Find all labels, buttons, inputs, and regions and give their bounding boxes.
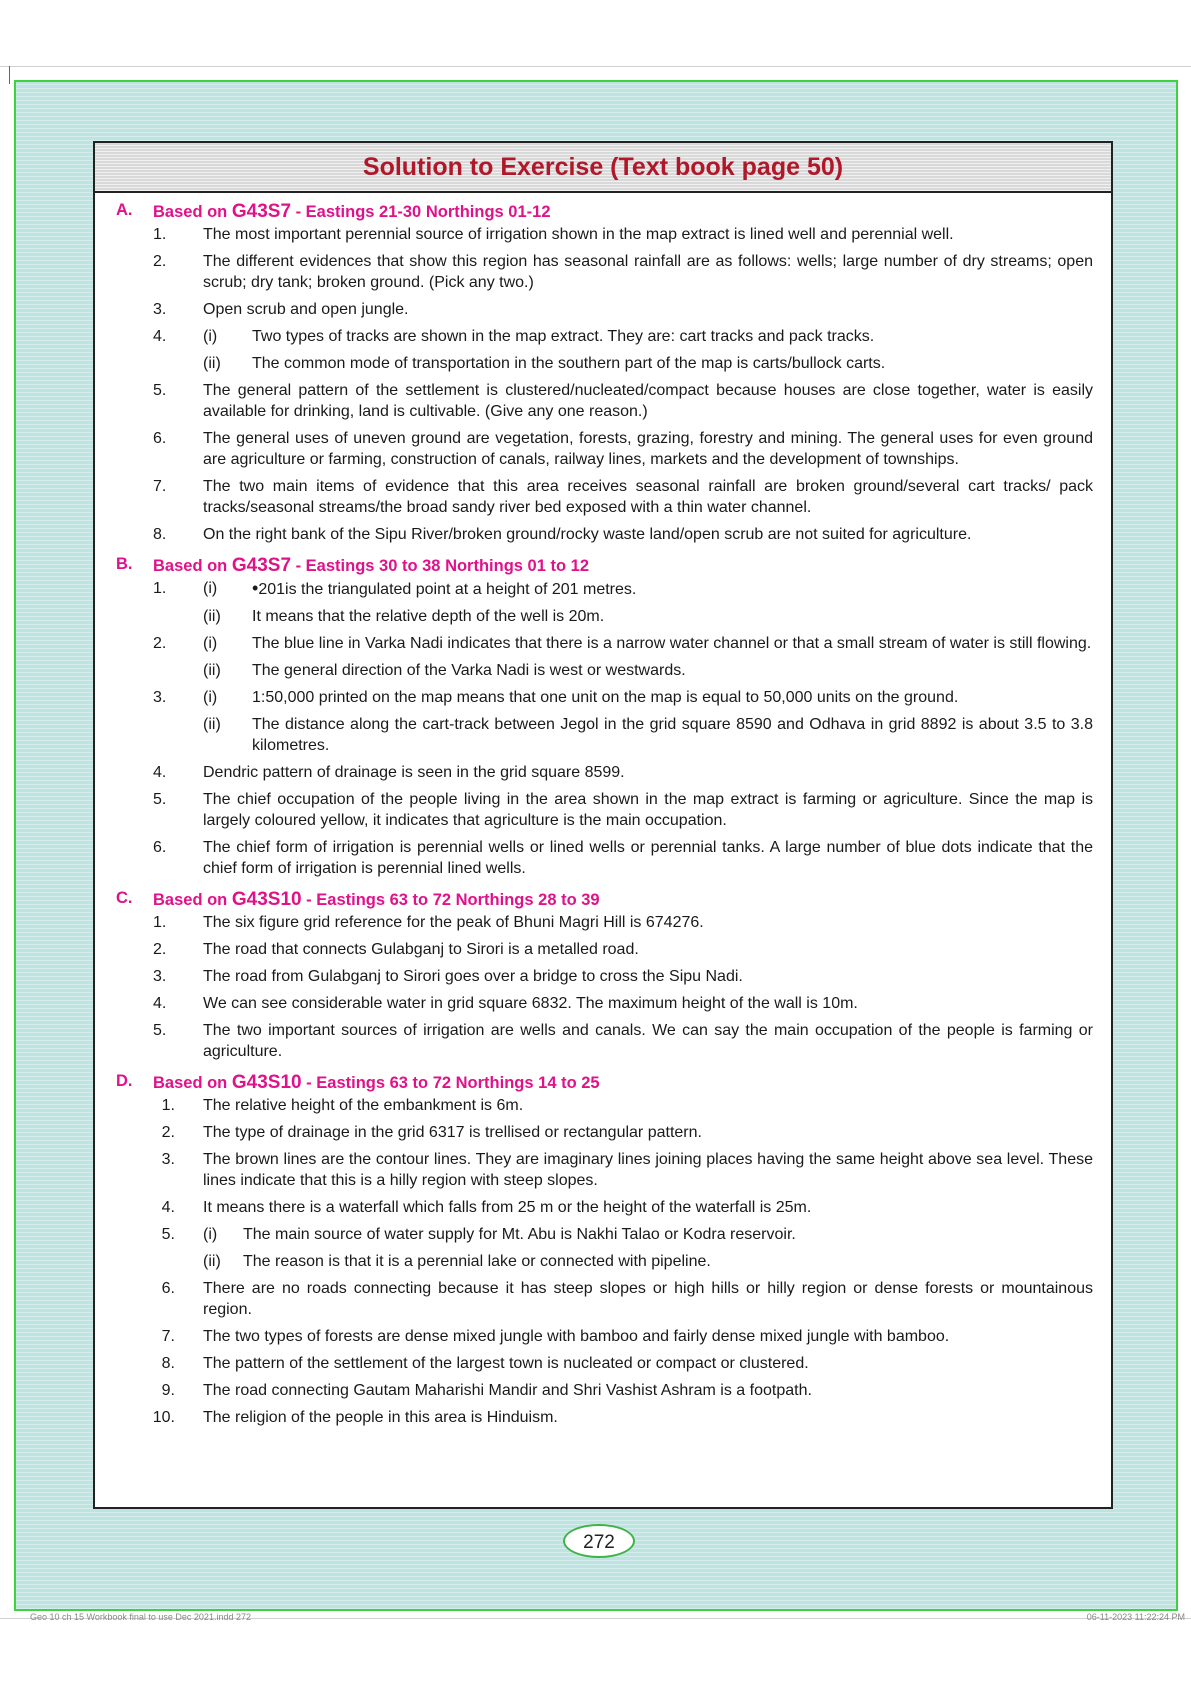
- list-item: 4. It means there is a waterfall which falls from 25 m or the height of the waterfall is 25m.: [161, 1199, 812, 1216]
- section-letter: A.: [116, 201, 133, 219]
- section-letter: D.: [116, 1072, 133, 1090]
- section-heading-text: Based on G43S7 - Eastings 30 to 38 Northings 01 to 12: [153, 555, 590, 576]
- list-item: 1. The relative height of the embankment is 6m.: [161, 1097, 524, 1114]
- list-item: 2. (i) The blue line in Varka Nadi indicates that there is a narrow water channel or that a small stream of water is still flowing.: [153, 635, 1092, 652]
- list-item: 3. The brown lines are the contour lines. They are imaginary lines joining places having the same height above sea level. These lines indicate that this is a hilly region with steep slopes.: [161, 1151, 1093, 1189]
- title-bar: [95, 143, 1111, 193]
- list-item: 4. We can see considerable water in grid square 6832. The maximum height of the wall is 10m.: [153, 995, 858, 1012]
- footer-file-info: Geo 10 ch 15 Workbook final to use Dec 2021.indd 272: [30, 1612, 251, 1622]
- section-b-heading: [95, 551, 1111, 578]
- list-item: (ii) It means that the relative depth of the well is 20m.: [203, 608, 605, 625]
- list-item: 4. Dendric pattern of drainage is seen in the grid square 8599.: [153, 764, 625, 781]
- list-item: 2. The road that connects Gulabganj to Sirori is a metalled road.: [153, 941, 639, 958]
- section-letter: C.: [116, 889, 133, 907]
- list-item: 2. The different evidences that show this region has seasonal rainfall are as follows: wells; large number of dry streams; open scrub; dry tank; broken ground. (Pick any two.): [153, 253, 1093, 291]
- list-item: 1. The six figure grid reference for the peak of Bhuni Magri Hill is 674276.: [153, 914, 704, 931]
- list-item: 10. The religion of the people in this area is Hinduism.: [152, 1409, 558, 1426]
- list-item: 7. The two main items of evidence that this area receives seasonal rainfall are broken ground/several cart tracks/ pack tracks/seasonal streams/the broad sandy river bed exposed with a thin water channel.: [153, 478, 1093, 516]
- map-code: G43S7: [231, 201, 292, 222]
- section-a-heading: [95, 197, 1111, 224]
- list-item: 3. Open scrub and open jungle.: [153, 301, 409, 318]
- list-item: 3. (i) 1:50,000 printed on the map means that one unit on the map is equal to 50,000 units on the ground.: [153, 689, 959, 706]
- footer-timestamp: 06-11-2023 11:22:24 PM: [1086, 1612, 1185, 1622]
- section-c-heading: [95, 885, 1111, 912]
- triangulated-point-icon: •: [252, 578, 259, 598]
- map-code: G43S7: [231, 555, 292, 576]
- page-number: 272: [563, 1524, 635, 1558]
- list-item: 7. The two types of forests are dense mixed jungle with bamboo and fairly dense mixed jungle with bamboo.: [161, 1328, 950, 1345]
- content: [95, 197, 1111, 1434]
- list-item: 6. There are no roads connecting because it has steep slopes or high hills or hilly region or dense forests or mountainous region.: [161, 1280, 1093, 1318]
- list-item: 8. On the right bank of the Sipu River/broken ground/rocky waste land/open scrub are not suited for agriculture.: [153, 526, 972, 543]
- list-item: 1. (i) •201is the triangulated point at a height of 201 metres.: [153, 578, 637, 598]
- page-title: Solution to Exercise (Text book page 50): [362, 153, 844, 181]
- map-code: G43S10: [231, 889, 302, 910]
- map-code: G43S10: [231, 1072, 302, 1093]
- list-item: (ii) The common mode of transportation in the southern part of the map is carts/bullock carts.: [203, 355, 886, 372]
- list-item: (ii) The distance along the cart-track between Jegol in the grid square 8590 and Odhava in grid 8892 is about 3.5 to 3.8 kilometres.: [203, 716, 1093, 754]
- section-heading-text: Based on G43S7 - Eastings 21-30 Northings 01-12: [153, 201, 551, 222]
- crop-mark-top: [0, 66, 1191, 67]
- list-item: 5. The general pattern of the settlement is clustered/nucleated/compact because houses are close together, water is easily available for drinking, land is cultivable. (Give any one reason.): [153, 382, 1093, 420]
- list-item: 1. The most important perennial source of irrigation shown in the map extract is lined well and perennial well.: [153, 226, 954, 243]
- section-letter: B.: [116, 555, 133, 573]
- list-item: 2. The type of drainage in the grid 6317 is trellised or rectangular pattern.: [161, 1124, 702, 1141]
- list-item: 6. The general uses of uneven ground are vegetation, forests, grazing, forestry and mining. The general uses for even ground are agriculture or farming, construction of canals, railway lines, markets and the development of townships.: [153, 430, 1093, 468]
- list-item: 9. The road connecting Gautam Maharishi Mandir and Shri Vashist Ashram is a footpath.: [161, 1382, 812, 1399]
- list-item: (ii) The reason is that it is a perennial lake or connected with pipeline.: [203, 1253, 711, 1270]
- section-heading-text: Based on G43S10 - Eastings 63 to 72 Northings 28 to 39: [153, 889, 600, 910]
- list-item: 5. The two important sources of irrigation are wells and canals. We can say the main occupation of the people is farming or agriculture.: [153, 1022, 1093, 1060]
- section-heading-text: Based on G43S10 - Eastings 63 to 72 Northings 14 to 25: [153, 1072, 600, 1093]
- list-item: 5. (i) The main source of water supply for Mt. Abu is Nakhi Talao or Kodra reservoir.: [161, 1226, 796, 1243]
- list-item: 4. (i) Two types of tracks are shown in the map extract. They are: cart tracks and pack tracks.: [153, 328, 875, 345]
- list-item: (ii) The general direction of the Varka Nadi is west or westwards.: [203, 662, 686, 679]
- list-item: 6. The chief form of irrigation is perennial wells or lined wells or perennial tanks. A large number of blue dots indicate that the chief form of irrigation is perennial lined wells.: [153, 839, 1093, 877]
- list-item: 8. The pattern of the settlement of the largest town is nucleated or compact or clustered.: [161, 1355, 809, 1372]
- list-item: 5. The chief occupation of the people living in the area shown in the map extract is farming or agriculture. Since the map is largely coloured yellow, it indicates that agriculture is the main occupation.: [153, 791, 1093, 829]
- crop-mark-left: [9, 66, 10, 84]
- exercise-card: [93, 141, 1113, 1509]
- list-item: 3. The road from Gulabganj to Sirori goes over a bridge to cross the Sipu Nadi.: [153, 968, 743, 985]
- section-d-heading: [95, 1068, 1111, 1095]
